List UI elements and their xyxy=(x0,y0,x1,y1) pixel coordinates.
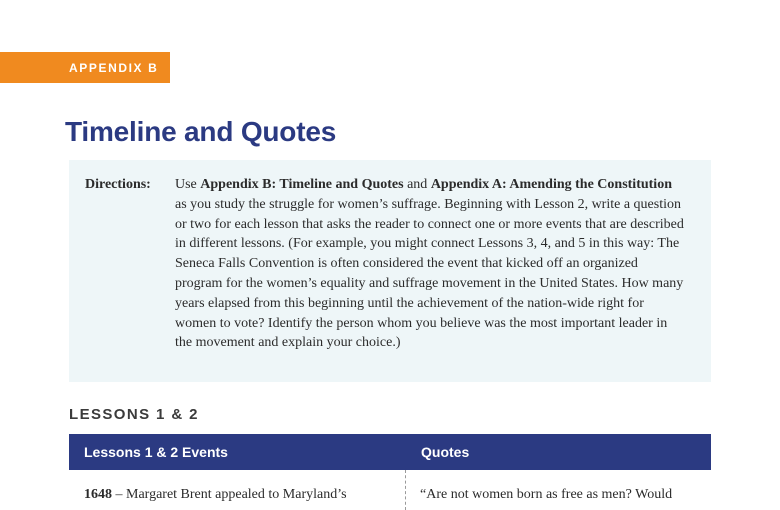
directions-appendix-b-ref: Appendix B: Timeline and Quotes xyxy=(200,177,404,192)
event-year: 1648 xyxy=(84,487,112,502)
table-row xyxy=(69,470,711,510)
appendix-tab-label: APPENDIX B xyxy=(69,60,159,75)
column-header-quotes: Quotes xyxy=(421,444,470,460)
directions-box xyxy=(69,160,711,382)
page-title: Timeline and Quotes xyxy=(65,116,337,147)
directions-appendix-a-ref: Appendix A: Amending the Constitution xyxy=(430,177,672,192)
section-heading: LESSONS 1 & 2 xyxy=(69,406,199,423)
table-header xyxy=(69,434,711,470)
quote-cell: “Are not women born as free as men? Would xyxy=(405,470,711,510)
event-cell xyxy=(69,470,405,510)
appendix-tab xyxy=(0,52,170,83)
column-header-events: Lessons 1 & 2 Events xyxy=(84,444,228,460)
directions-text xyxy=(175,175,687,353)
directions-text-part-1: Use xyxy=(175,177,201,192)
event-text: – Margaret Brent appealed to Maryland’s xyxy=(112,487,347,502)
directions-label: Directions: xyxy=(85,177,151,192)
directions-text-part-2: and xyxy=(403,177,431,192)
directions-text-part-3: as you study the struggle for women’s suffrage. Beginning with Lesson 2, write a question or two for each lesson that asks the reader to connect one or more events that are described in different lessons. (For example, you might connect Lessons 3, 4, and 5 in this way: The Seneca Falls Convention is often considered the event that kicked off an organized program for the women’s equality and suffrage movement in the United States. How many years elapsed from this beginning until the achievement of the nation-wide right for women to vote? Identify the person whom you believe was the most important leader in the movement and explain your choice.) xyxy=(175,196,684,351)
events-quotes-table xyxy=(69,434,711,510)
